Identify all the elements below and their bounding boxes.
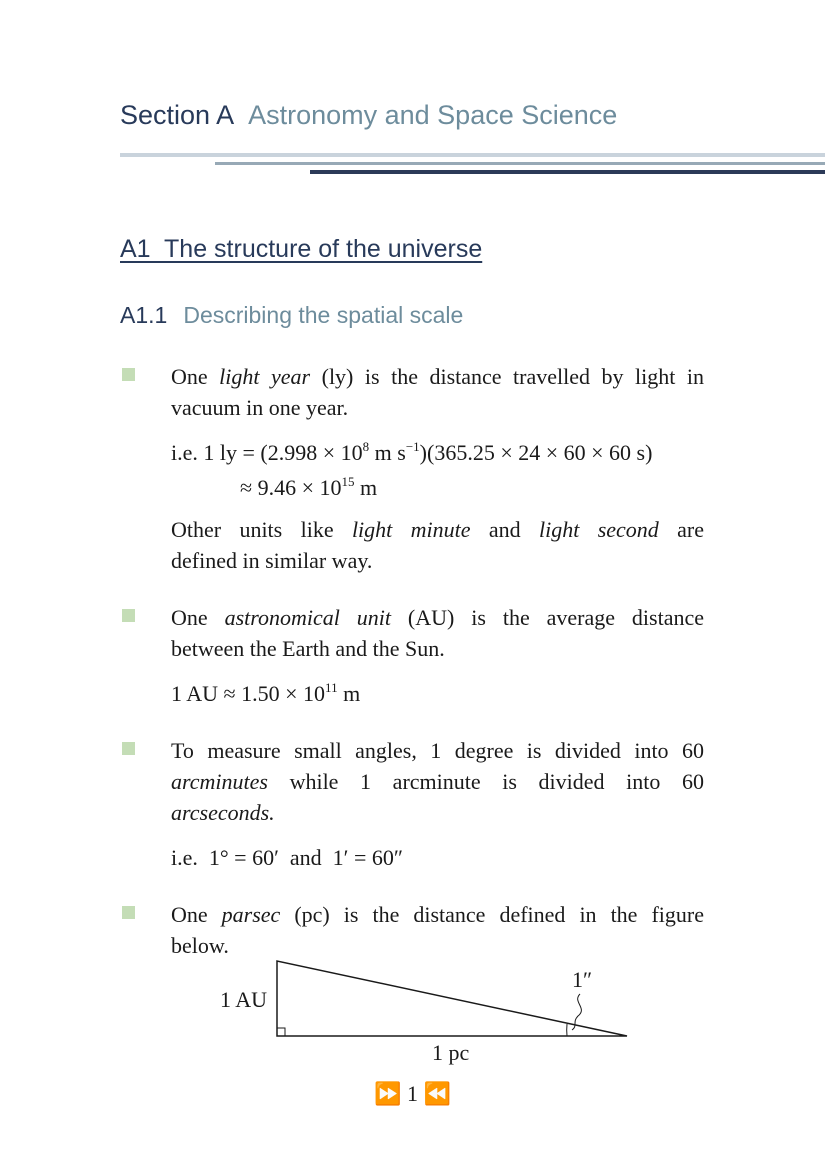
term-arcminutes: arcminutes: [171, 769, 268, 794]
bullet-square: [122, 368, 135, 381]
header-rule-medium: [215, 162, 825, 165]
light-year-equation-2: ≈ $9.46 \times 10^{15}$ m: [240, 474, 378, 500]
au-definition: One astronomical unit (AU) is the average distance between the Earth and the Sun.: [171, 605, 704, 661]
label-1-au: 1 AU: [220, 987, 268, 1012]
section-title: Astronomy and Space Science: [248, 100, 618, 130]
subsection-title: [120, 302, 463, 329]
bullet-square: [122, 609, 135, 622]
label-1-pc: 1 pc: [432, 1040, 470, 1065]
right-angle-marker: [277, 1028, 285, 1036]
light-year-line-2: vacuum in one year.: [171, 395, 349, 420]
section-header: [120, 100, 617, 131]
term-parsec: parsec: [221, 902, 281, 927]
parsec-figure: [200, 950, 640, 1070]
au-equation: 1 AU ≈ $1.50 \times 10^{11}$ m: [171, 680, 361, 706]
page-number: ⏩ 1 ⏪: [374, 1081, 451, 1106]
subsection-text: Describing the spatial scale: [183, 302, 464, 328]
header-rule-light: [120, 153, 825, 157]
label-1-arcsecond: 1″: [572, 967, 593, 992]
light-year-line-1: One light year (ly) is the distance travelled by light in: [171, 364, 704, 389]
term-light-year: light year: [219, 364, 311, 389]
term-light-minute: light minute: [351, 517, 471, 542]
term-light-second: light second: [539, 517, 659, 542]
other-units-note: Other units like light minute and light second are defined in similar way.: [171, 517, 705, 573]
section-label: Section A: [120, 100, 235, 130]
bullet-square: [122, 742, 135, 755]
bullet-square: [122, 906, 135, 919]
subsection-number: A1.1: [120, 302, 168, 328]
light-year-definition: [171, 361, 704, 423]
chapter-title: A1 The structure of the universe: [120, 235, 483, 263]
arc-definition: To measure small angles, 1 degree is divided into 60 arcminutes while 1 arcminute is divided into 60 arcseconds.: [171, 738, 704, 825]
light-year-equation-1: i.e. 1 ly = ($2.998 \times 10^8$ m $s^{-1})(365.25 \times 24 \times 60 \times 60$ s): [171, 439, 653, 465]
term-astronomical-unit: astronomical unit: [224, 605, 391, 630]
arc-equation: i.e. 1° = 60′ and 1′ = 60″: [171, 845, 404, 870]
term-arcseconds: arcseconds.: [171, 800, 275, 825]
header-rule-dark: [310, 170, 825, 174]
parsec-definition: One parsec (pc) is the distance defined in the figure below.: [171, 902, 704, 958]
